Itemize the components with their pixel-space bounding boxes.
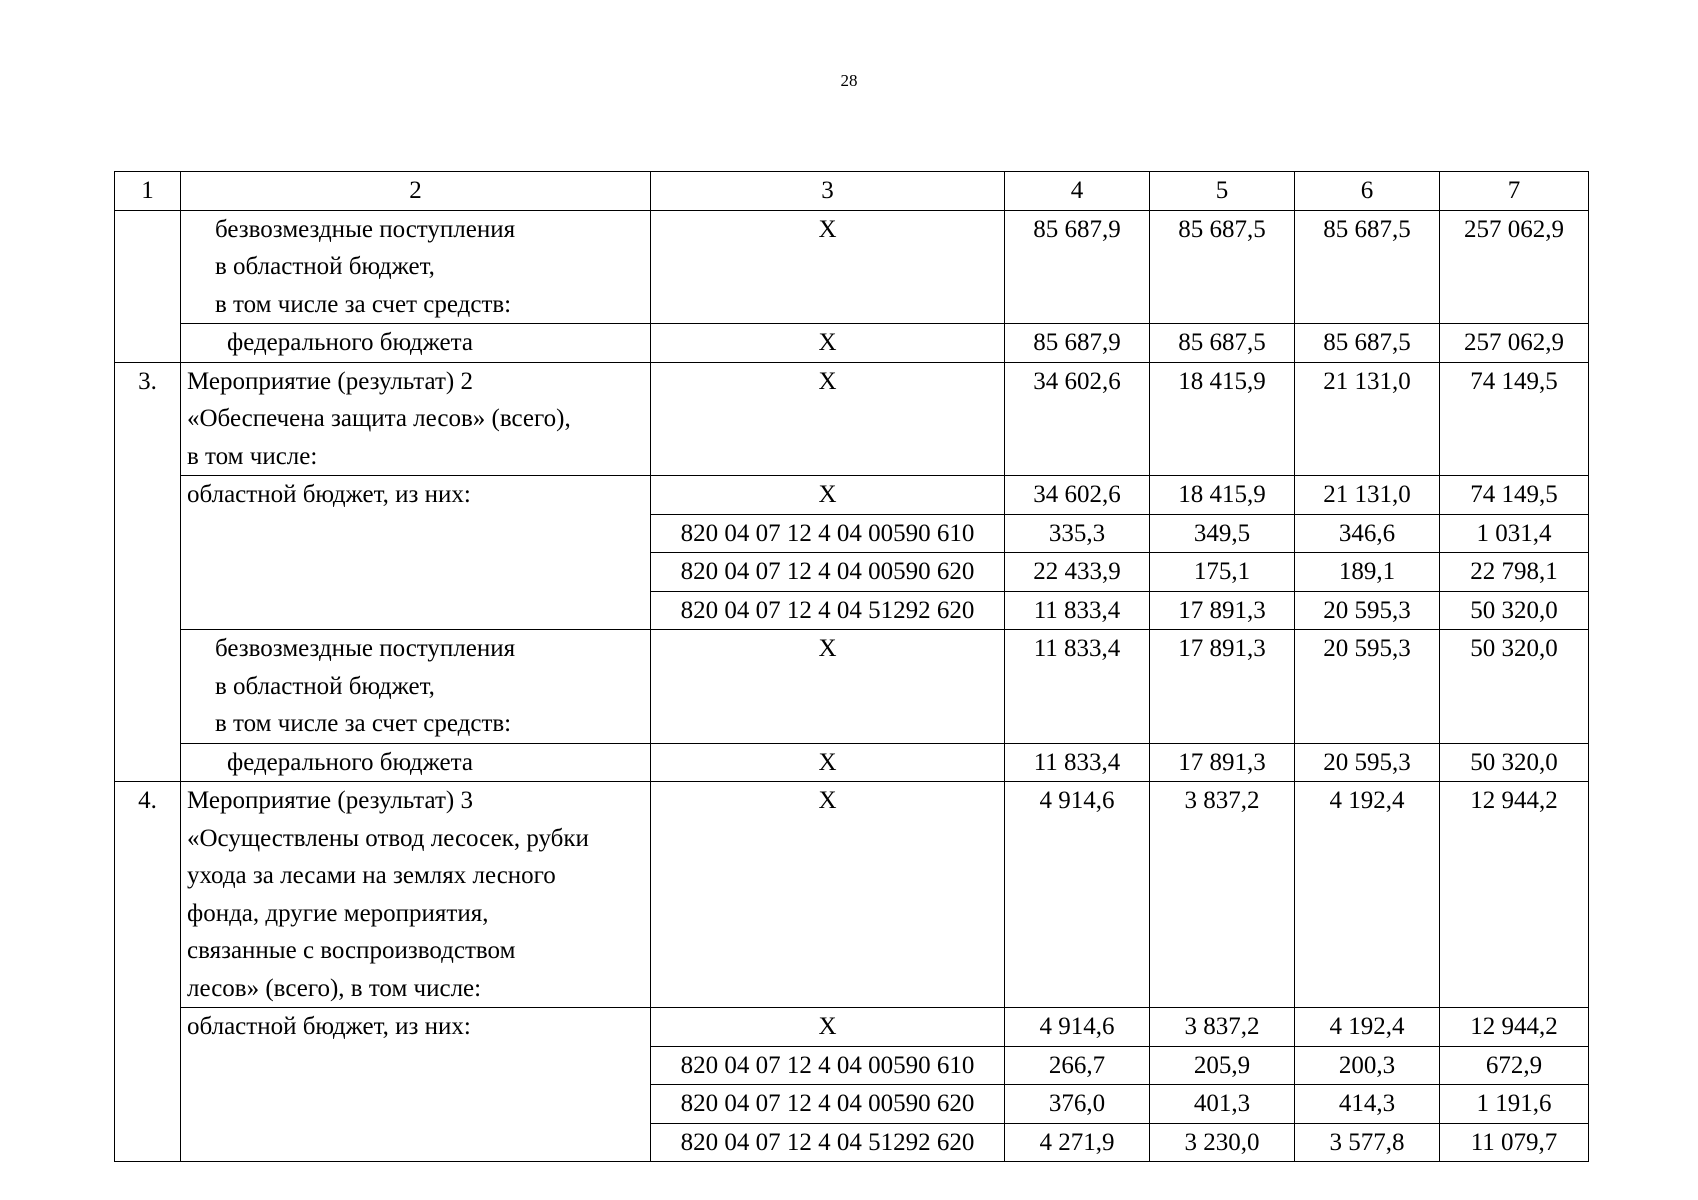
- value-cell: 17 891,3: [1150, 743, 1295, 782]
- header-cell: 1: [115, 172, 181, 211]
- table-row: [115, 324, 1589, 363]
- budget-code-cell: 820 04 07 12 4 04 00590 620: [651, 553, 1005, 592]
- table-row: [115, 743, 1589, 782]
- value-cell: 85 687,5: [1295, 210, 1440, 324]
- table-row: [115, 782, 1589, 1008]
- value-cell: 85 687,5: [1150, 210, 1295, 324]
- budget-code-cell: 820 04 07 12 4 04 00590 620: [651, 1085, 1005, 1124]
- value-cell: 11 079,7: [1440, 1123, 1589, 1162]
- value-cell: 349,5: [1150, 514, 1295, 553]
- code-cell: Х: [651, 210, 1005, 324]
- code-cell: Х: [651, 324, 1005, 363]
- budget-code-cell: 820 04 07 12 4 04 00590 610: [651, 1046, 1005, 1085]
- value-cell: 4 192,4: [1295, 782, 1440, 1008]
- value-cell: 50 320,0: [1440, 591, 1589, 630]
- value-cell: 4 914,6: [1005, 782, 1150, 1008]
- value-cell: 22 798,1: [1440, 553, 1589, 592]
- free-receipts-label: безвозмездные поступления в областной бюджет, в том числе за счет средств:: [181, 630, 651, 744]
- value-cell: 85 687,5: [1150, 324, 1295, 363]
- code-cell: Х: [651, 782, 1005, 1008]
- table-row: [115, 210, 1589, 324]
- budget-code-cell: 820 04 07 12 4 04 00590 610: [651, 514, 1005, 553]
- value-cell: 11 833,4: [1005, 743, 1150, 782]
- row-number-cell: 4.: [115, 782, 181, 1162]
- value-cell: 3 577,8: [1295, 1123, 1440, 1162]
- measure-title: Мероприятие (результат) 3 «Осуществлены отвод лесосек, рубки ухода за лесами на землях лесного фонда, другие мероприятия, связанные с воспроизводством лесов» (всего), в том числе:: [181, 782, 651, 1008]
- value-cell: 3 230,0: [1150, 1123, 1295, 1162]
- value-cell: 74 149,5: [1440, 362, 1589, 476]
- value-cell: 17 891,3: [1150, 591, 1295, 630]
- table-row: [115, 630, 1589, 744]
- regional-budget-label: областной бюджет, из них:: [181, 476, 651, 630]
- table-row: [115, 362, 1589, 476]
- value-cell: 4 271,9: [1005, 1123, 1150, 1162]
- value-cell: 257 062,9: [1440, 210, 1589, 324]
- value-cell: 4 914,6: [1005, 1008, 1150, 1047]
- value-cell: 85 687,9: [1005, 324, 1150, 363]
- header-cell: 5: [1150, 172, 1295, 211]
- value-cell: 22 433,9: [1005, 553, 1150, 592]
- value-cell: 21 131,0: [1295, 476, 1440, 515]
- value-cell: 17 891,3: [1150, 630, 1295, 744]
- value-cell: 50 320,0: [1440, 630, 1589, 744]
- value-cell: 175,1: [1150, 553, 1295, 592]
- value-cell: 266,7: [1005, 1046, 1150, 1085]
- value-cell: 18 415,9: [1150, 476, 1295, 515]
- table-row: [115, 476, 1589, 515]
- code-cell: Х: [651, 476, 1005, 515]
- value-cell: 20 595,3: [1295, 591, 1440, 630]
- value-cell: 12 944,2: [1440, 1008, 1589, 1047]
- value-cell: 376,0: [1005, 1085, 1150, 1124]
- value-cell: 34 602,6: [1005, 476, 1150, 515]
- value-cell: 11 833,4: [1005, 591, 1150, 630]
- value-cell: 18 415,9: [1150, 362, 1295, 476]
- page-number: 28: [840, 71, 858, 90]
- value-cell: 20 595,3: [1295, 743, 1440, 782]
- header-cell: 3: [651, 172, 1005, 211]
- header-cell: 6: [1295, 172, 1440, 211]
- value-cell: 85 687,5: [1295, 324, 1440, 363]
- federal-budget-label: федерального бюджета: [181, 324, 651, 363]
- value-cell: 74 149,5: [1440, 476, 1589, 515]
- row-number-cell: [115, 324, 181, 363]
- value-cell: 189,1: [1295, 553, 1440, 592]
- budget-code-cell: 820 04 07 12 4 04 51292 620: [651, 1123, 1005, 1162]
- value-cell: 1 031,4: [1440, 514, 1589, 553]
- measure-title: Мероприятие (результат) 2 «Обеспечена защита лесов» (всего), в том числе:: [181, 362, 651, 476]
- value-cell: 50 320,0: [1440, 743, 1589, 782]
- value-cell: 34 602,6: [1005, 362, 1150, 476]
- code-cell: Х: [651, 362, 1005, 476]
- value-cell: 257 062,9: [1440, 324, 1589, 363]
- row-number-cell: 3.: [115, 362, 181, 782]
- value-cell: 200,3: [1295, 1046, 1440, 1085]
- value-cell: 85 687,9: [1005, 210, 1150, 324]
- federal-budget-label: федерального бюджета: [181, 743, 651, 782]
- value-cell: 346,6: [1295, 514, 1440, 553]
- value-cell: 335,3: [1005, 514, 1150, 553]
- value-cell: 11 833,4: [1005, 630, 1150, 744]
- budget-table: [114, 171, 1589, 1162]
- table-row: [115, 1008, 1589, 1047]
- header-cell: 2: [181, 172, 651, 211]
- value-cell: 414,3: [1295, 1085, 1440, 1124]
- value-cell: 3 837,2: [1150, 1008, 1295, 1047]
- row-number-cell: [115, 210, 181, 324]
- value-cell: 205,9: [1150, 1046, 1295, 1085]
- value-cell: 21 131,0: [1295, 362, 1440, 476]
- code-cell: Х: [651, 630, 1005, 744]
- code-cell: Х: [651, 743, 1005, 782]
- header-cell: 4: [1005, 172, 1150, 211]
- code-cell: Х: [651, 1008, 1005, 1047]
- value-cell: 1 191,6: [1440, 1085, 1589, 1124]
- budget-code-cell: 820 04 07 12 4 04 51292 620: [651, 591, 1005, 630]
- free-receipts-label: безвозмездные поступления в областной бюджет, в том числе за счет средств:: [181, 210, 651, 324]
- value-cell: 3 837,2: [1150, 782, 1295, 1008]
- regional-budget-label: областной бюджет, из них:: [181, 1008, 651, 1162]
- value-cell: 4 192,4: [1295, 1008, 1440, 1047]
- value-cell: 20 595,3: [1295, 630, 1440, 744]
- value-cell: 12 944,2: [1440, 782, 1589, 1008]
- value-cell: 401,3: [1150, 1085, 1295, 1124]
- value-cell: 672,9: [1440, 1046, 1589, 1085]
- table-header-row: [115, 172, 1589, 211]
- header-cell: 7: [1440, 172, 1589, 211]
